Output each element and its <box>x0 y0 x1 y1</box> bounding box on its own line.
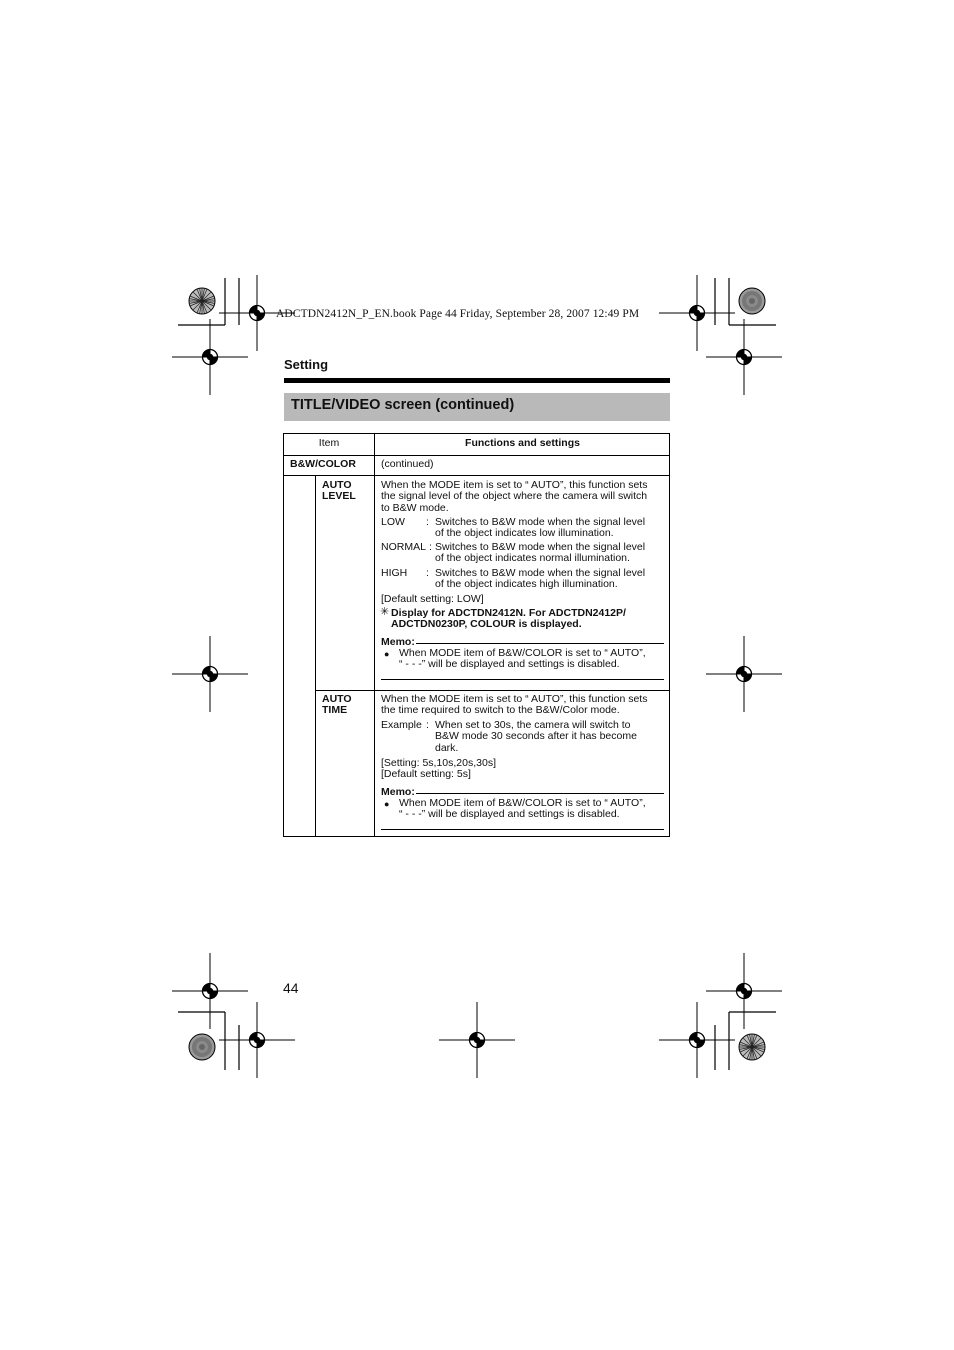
table-divider <box>284 455 669 456</box>
example-key: Example <box>381 719 422 731</box>
option-colon: : <box>429 541 432 553</box>
table-divider <box>315 690 669 691</box>
memo-rule <box>381 829 664 830</box>
settings-table <box>283 433 670 837</box>
table-divider <box>315 475 316 836</box>
example-row <box>381 720 663 756</box>
item-bw-color: B&W/COLOR <box>290 458 356 470</box>
file-info-header: ADCTDN2412N_P_EN.book Page 44 Friday, September 28, 2007 12:49 PM <box>276 308 640 320</box>
option-high <box>381 568 663 592</box>
memo-label: Memo: <box>381 636 415 648</box>
option-text-line: of the object indicates low illumination. <box>435 527 614 540</box>
option-normal <box>381 542 663 566</box>
page-title: TITLE/VIDEO screen (continued) <box>291 397 515 413</box>
display-note-line: ADCTDN0230P, COLOUR is displayed. <box>391 618 582 631</box>
title-bar <box>284 393 670 421</box>
auto-time-desc-line: When the MODE item is set to “ AUTO”, this function sets <box>381 693 648 705</box>
option-text <box>435 517 645 540</box>
memo-text-line: “ - - -” will be displayed and settings is disabled. <box>399 808 620 821</box>
auto-time-desc-line: the time required to switch to the B&W/Color mode. <box>381 704 620 717</box>
section-label: Setting <box>284 357 329 372</box>
option-text <box>435 542 645 565</box>
auto-level-desc-line: When the MODE item is set to “ AUTO”, this function sets <box>381 479 648 491</box>
page-number: 44 <box>283 980 299 996</box>
auto-time-content <box>375 694 670 836</box>
item-auto-level-line1: AUTO <box>322 479 352 491</box>
option-colon: : <box>426 567 429 579</box>
item-auto-level <box>322 480 356 503</box>
memo-text <box>399 798 664 821</box>
option-low <box>381 517 663 541</box>
option-text-line: Switches to B&W mode when the signal level <box>435 567 646 579</box>
item-auto-time <box>322 694 352 717</box>
auto-level-desc-line: the signal level of the object where the camera will switch <box>381 490 648 503</box>
memo-rule <box>381 679 664 680</box>
option-key: NORMAL <box>381 541 426 553</box>
item-auto-level-line2: LEVEL <box>322 490 356 503</box>
option-key: HIGH <box>381 567 408 579</box>
memo-rule <box>381 643 664 644</box>
header-functions: Functions and settings <box>465 437 580 449</box>
memo-text-line: When MODE item of B&W/COLOR is set to “ AUTO”, <box>399 797 646 809</box>
option-colon: : <box>426 516 429 528</box>
memo-text-line: “ - - -” will be displayed and settings is disabled. <box>399 658 620 671</box>
option-key: LOW <box>381 516 405 528</box>
item-auto-time-line2: TIME <box>322 704 348 717</box>
bw-color-continued: (continued) <box>381 458 434 470</box>
option-text-line: of the object indicates normal illumination. <box>435 552 630 565</box>
memo-text-line: When MODE item of B&W/COLOR is set to “ AUTO”, <box>399 647 646 659</box>
example-colon: : <box>426 719 429 731</box>
example-text-line: B&W mode 30 seconds after it has become <box>435 730 637 743</box>
option-text-line: of the object indicates high illumination. <box>435 578 618 591</box>
table-divider <box>284 475 669 476</box>
bullet-icon: ● <box>384 649 390 659</box>
example-text-line: When set to 30s, the camera will switch to <box>435 719 631 731</box>
auto-time-memo <box>381 787 664 832</box>
section-rule <box>284 378 670 383</box>
auto-time-default: [Default setting: 5s] <box>381 768 471 780</box>
example-text <box>435 720 637 754</box>
option-text-line: Switches to B&W mode when the signal level <box>435 541 646 553</box>
header-item: Item <box>318 437 340 449</box>
auto-level-default: [Default setting: LOW] <box>381 593 484 605</box>
auto-time-setting: [Setting: 5s,10s,20s,30s] <box>381 757 496 769</box>
option-text <box>435 568 645 591</box>
option-text-line: Switches to B&W mode when the signal level <box>435 516 646 528</box>
bullet-icon: ● <box>384 799 390 809</box>
memo-text <box>399 648 664 671</box>
auto-level-desc-line: to B&W mode. <box>381 501 449 514</box>
auto-level-memo <box>381 637 664 681</box>
asterisk-icon: ✳ <box>380 606 390 618</box>
example-text-line: dark. <box>435 741 459 754</box>
item-auto-time-line1: AUTO <box>322 693 352 705</box>
memo-rule <box>381 793 664 794</box>
display-note-line: Display for ADCTDN2412N. For ADCTDN2412P/ <box>391 607 626 619</box>
auto-level-content <box>375 480 670 688</box>
memo-label: Memo: <box>381 786 415 798</box>
